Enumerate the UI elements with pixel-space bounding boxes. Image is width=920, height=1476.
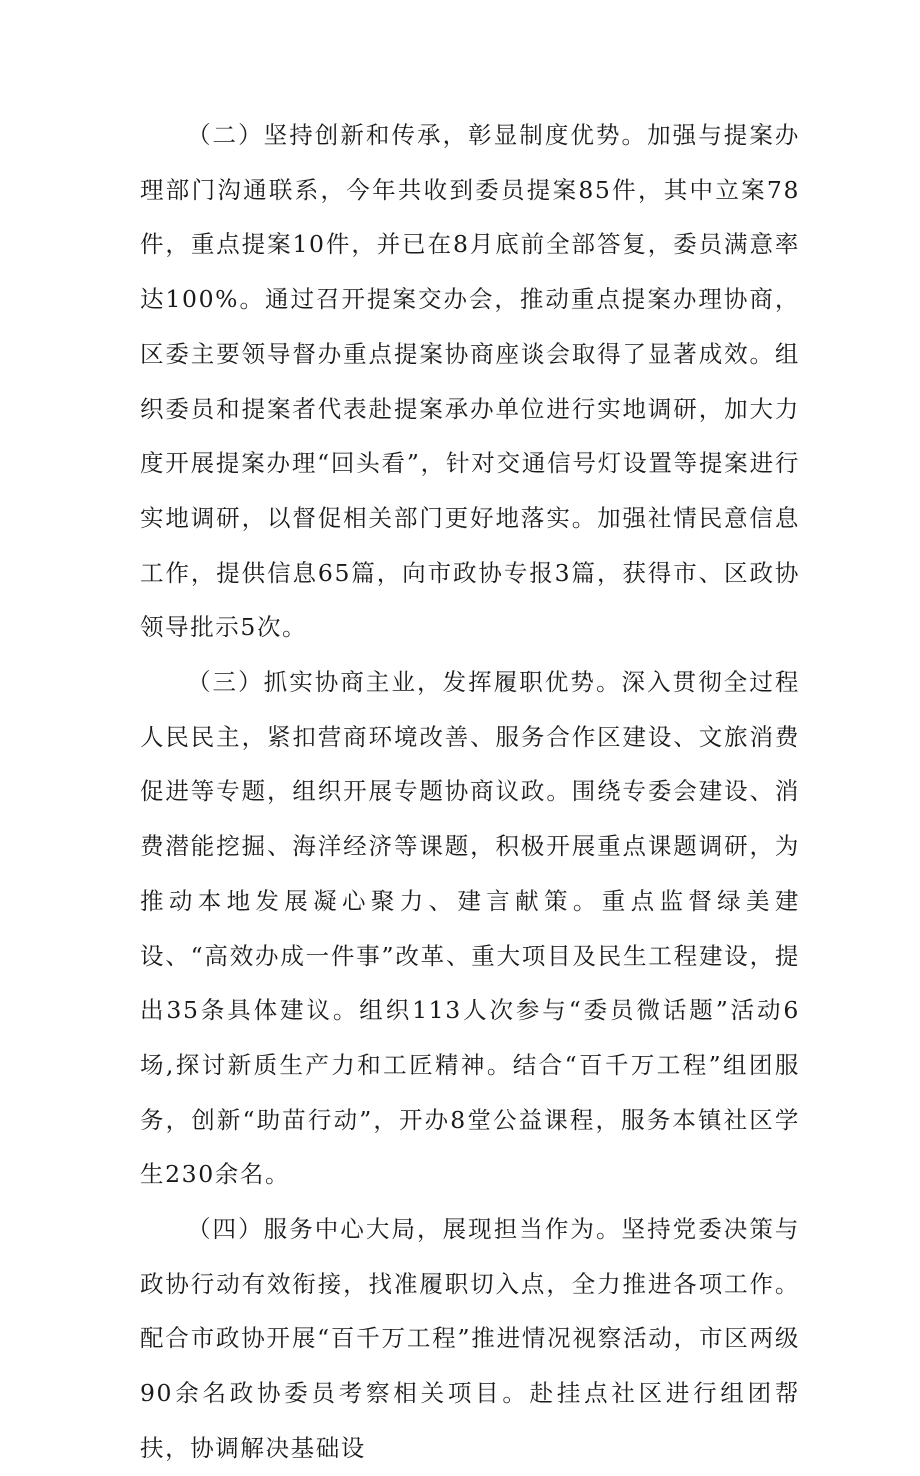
paragraph-section-4: （四）服务中心大局，展现担当作为。坚持党委决策与政协行动有效衔接，找准履职切入点，全力推进各项工作。配合市政协开展“百千万工程”推进情况视察活动，市区两级90余名政协委员考察相关项目。赴挂点社区进行组团帮扶，协调解决基础设 (140, 1215, 800, 1462)
paragraph-section-2: （二）坚持创新和传承，彰显制度优势。加强与提案办理部门沟通联系，今年共收到委员提案85件，其中立案78件，重点提案10件，并已在8月底前全部答复，委员满意率达100%。通过召开提案交办会，推动重点提案办理协商，区委主要领导督办重点提案协商座谈会取得了显著成效。组织委员和提案者代表赴提案承办单位进行实地调研，加大力度开展提案办理“回头看”，针对交通信号灯设置等提案进行实地调研，以督促相关部门更好地落实。加强社情民意信息工作，提供信息65篇，向市政协专报3篇，获得市、区政协领导批示5次。 (140, 121, 800, 642)
paragraph-section-3: （三）抓实协商主业，发挥履职优势。深入贯彻全过程人民民主，紧扣营商环境改善、服务合作区建设、文旅消费促进等专题，组织开展专题协商议政。围绕专委会建设、消费潜能挖掘、海洋经济等课题，积极开展重点课题调研，为推动本地发展凝心聚力、建言献策。重点监督绿美建设、“高效办成一件事”改革、重大项目及民生工程建设，提出35条具体建议。组织113人次参与“委员微话题”活动6场,探讨新质生产力和工匠精神。结合“百千万工程”组团服务，创新“助苗行动”，开办8堂公益课程，服务本镇社区学生230余名。 (140, 668, 800, 1189)
document-body (140, 108, 800, 1476)
